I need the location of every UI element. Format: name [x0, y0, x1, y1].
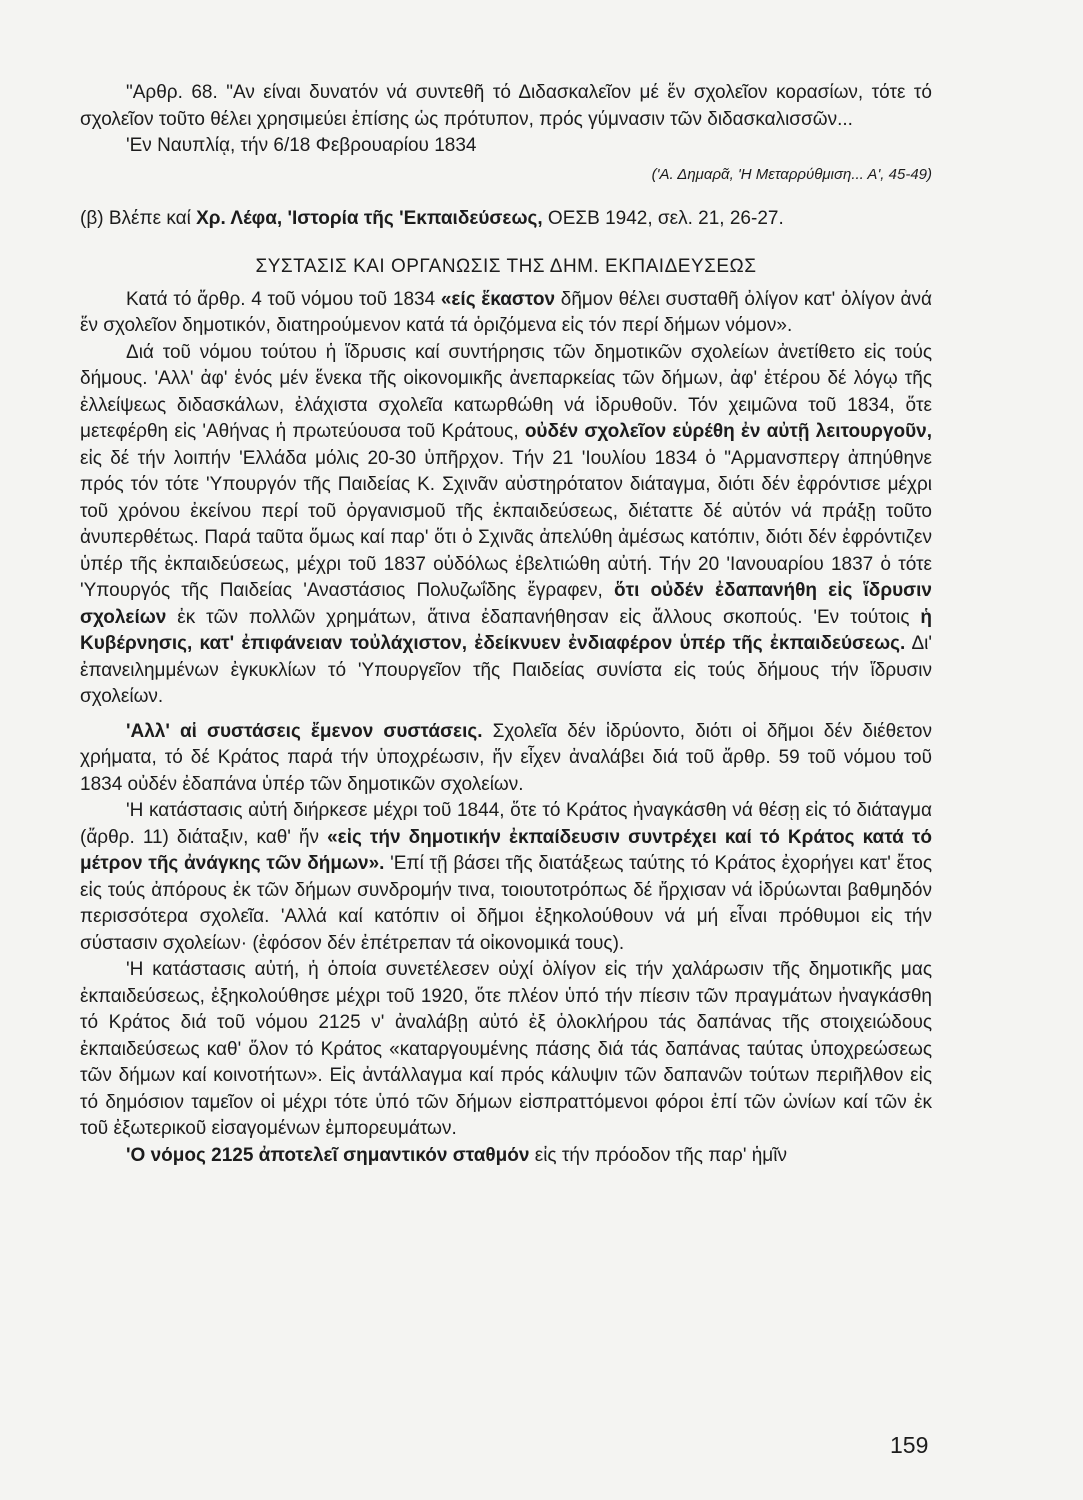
p6-bold: 'Ο νόμος 2125 ἀποτελεῖ σημαντικόν σταθμόν	[126, 1144, 530, 1166]
p4-text-b: 'Επί τῇ βάσει τῆς διατάξεως ταύτης τό Κράτος ἐχορήγει κατ' ἔτος εἰς τούς ἀπόρους ἐκ τῶν δήμων συνδρομήν τινα, τοιουτοτρόπως δέ ἤρχισαν νά ἱδρύωνται βαθμηδόν περισσότερα σχολεῖα. 'Αλλά καί κατόπιν οἱ δῆμοι ἐξηκολούθουν νά μή εἶναι πρόθυμοι εἰς τήν σύστασιν σχολείων· (ἐφόσον δέν ἐπέτρεπαν τά οἰκονομικά τους).	[80, 853, 932, 954]
paragraph-2	[80, 340, 932, 711]
citation: ('Α. Δημαρᾶ, 'Η Μεταρρύθμιση... Α', 45-49)	[651, 165, 932, 183]
reference-author-title: Χρ. Λέφα, 'Ιστορία τῆς 'Εκπαιδεύσεως,	[196, 207, 543, 229]
body-text	[80, 80, 932, 1169]
paragraph-6	[80, 1143, 932, 1170]
p2-bold-c: ἡ Κυβέρνησις, κατ' ἐπιφάνειαν τοὐλάχιστον, ἐδείκνυεν ἐνδιαφέρον ὑπέρ τῆς ἐκπαιδεύσεως.	[80, 606, 932, 654]
article-68-text: "Αρθρ. 68. "Αν είναι δυνατόν νά συντεθῆ τό Διδασκαλεῖον μέ ἕν σχολεῖον κορασίων, τότε τό σχολεῖον τοῦτο θέλει χρησιμεύει ἐπίσης ὡς πρότυπον, πρός γύμνασιν τῶν διδασκαλισσῶν...	[80, 82, 932, 130]
reference-suffix: ΟΕΣΒ 1942, σελ. 21, 26-27.	[542, 207, 784, 229]
section-heading: ΣΥΣΤΑΣΙΣ ΚΑΙ ΟΡΓΑΝΩΣΙΣ ΤΗΣ ΔΗΜ. ΕΚΠΑΙΔΕΥΣΕΩΣ	[255, 256, 757, 277]
paragraph-3	[80, 719, 932, 799]
p1-text-a: Κατά τό ἄρθρ. 4 τοῦ νόμου τοῦ 1834	[126, 288, 441, 310]
p4-bold: «εἰς τήν δημοτικήν ἐκπαίδευσιν συντρέχει καί τό Κράτος κατά τό μέτρον τῆς ἀνάγκης τῶν δήμων».	[80, 826, 932, 874]
p2-text-c: ἐκ τῶν πολλῶν χρημάτων, ἅτινα ἐδαπανήθησαν εἰς ἄλλους σκοπούς. 'Εν τούτοις	[166, 606, 921, 628]
page-number: 159	[890, 1432, 929, 1458]
p6-text: εἰς τήν πρόοδον τῆς παρ' ἡμῖν	[529, 1144, 787, 1166]
p3-text: Σχολεῖα δέν ἱδρύοντο, διότι οἱ δῆμοι δέν διέθετον χρήματα, τό δέ Κράτος παρά τήν ὑποχρέωσιν, ἥν εἶχεν ἀναλάβει διά τοῦ ἄρθρ. 59 τοῦ νόμου τοῦ 1834 οὐδέν ἐδαπάνα ὑπέρ τῶν δημοτικῶν σχολείων.	[80, 720, 932, 795]
p3-bold: 'Αλλ' αἱ συστάσεις ἔμενον συστάσεις.	[126, 720, 483, 742]
p2-text-a: Διά τοῦ νόμου τούτου ἡ ἵδρυσις καί συντήρησις τῶν δημοτικῶν σχολείων ἀνετίθετο εἰς τούς δήμους. 'Αλλ' ἀφ' ἑνός μέν ἕνεκα τῆς οἰκονομικῆς ἀνεπαρκείας τῶν δήμων, ἀφ' ἑτέρου δέ λόγῳ τῆς ἐλλείψεως διδασκάλων, ἐλάχιστα σχολεῖα κατωρθώθη νά ἱδρυθοῦν. Τόν χειμῶνα τοῦ 1834, ὅτε μετεφέρθη εἰς 'Αθήνας ἡ πρωτεύουσα τοῦ Κράτους,	[80, 341, 932, 442]
p2-text-b: εἰς δέ τήν λοιπήν 'Ελλάδα μόλις 20-30 ὑπῆρχον. Τήν 21 'Ιουλίου 1834 ὁ "Αρμανσπεργ ἀπηύθηνε πρός τόν τότε 'Υπουργόν τῆς Παιδείας Κ. Σχινᾶν αὐστηρότατον διάταγμα, διότι δέν ἐφρόντισε μέχρι τοῦ χρόνου ἐκείνου περί τοῦ ὀργανισμοῦ τῆς ἐκπαιδεύσεως, διέταττε δέ αὐτόν νά πράξῃ τοῦτο ἀνυπερθέτως. Παρά ταῦτα ὅμως καί παρ' ὅτι ὁ Σχινᾶς ἀπελύθη ἀμέσως κατόπιν, διότι δέν ἐφρόντιζεν ὑπέρ τῆς ἐκπαιδεύσεως, μέχρι τοῦ 1837 οὐδόλως ἐβελτιώθη αὐτή. Τήν 20 'Ιανουαρίου 1837 ὁ τότε 'Υπουργός τῆς Παιδείας 'Αναστάσιος Πολυζωΐδης ἔγραφεν,	[80, 447, 932, 601]
reference-prefix: (β) Βλέπε καί	[80, 207, 197, 229]
p1-text-b: δῆμον θέλει συσταθῆ ὀλίγον κατ' ὀλίγον ἀνά ἕν σχολεῖον δημοτικόν, διατηρούμενον κατά τά ὁριζόμενα εἰς τόν περί δήμων νόμον».	[80, 288, 932, 336]
p1-bold: «είς ἕκαστον	[440, 288, 556, 310]
paragraph-1	[80, 287, 932, 340]
paragraph-5: 'Η κατάστασις αὐτή, ἡ ὁποία συνετέλεσεν οὐχί ὀλίγον εἰς τήν χαλάρωσιν τῆς δημοτικῆς μας ἐκπαιδεύσεως, ἐξηκολούθησε μέχρι τοῦ 1920, ὅτε πλέον ὑπό τήν πίεσιν τῶν πραγμάτων ἠναγκάσθη τό Κράτος διά τοῦ νόμου 2125 ν' ἀναλάβῃ αὐτό ἐξ ὁλοκλήρου τάς δαπάνας τῆς στοιχειώδους ἐκπαιδεύσεως καθ' ὅλον τό Κράτος «καταργουμένης πάσης διά τάς δαπάνας ταύτας ὑποχρεώσεως τῶν δήμων καί κοινοτήτων». Εἰς ἀντάλλαγμα καί πρός κάλυψιν τῶν δαπανῶν τούτων περιῆλθον εἰς τό δημόσιον ταμεῖον οἱ μέχρι τότε ὑπό τῶν δήμων εἰσπραττόμενοι φόροι ἐπί τῶν ὠνίων καί τῶν ἐκ τοῦ ἐξωτερικοῦ εἰσαγομένων ἐμπορευμάτων.	[80, 959, 932, 1139]
reference-note	[80, 206, 932, 233]
p4-text-a: 'Η κατάστασις αὐτή διήρκεσε μέχρι τοῦ 1844, ὅτε τό Κράτος ἠναγκάσθη νά θέσῃ εἰς τό διάταγμα (ἄρθρ. 11) διάταξιν, καθ' ἥν	[80, 800, 932, 848]
p2-bold-a: οὐδέν σχολεῖον εὑρέθη ἐν αὐτῇ λειτουργοῦν,	[524, 421, 933, 442]
paragraph-4	[80, 798, 932, 957]
place-date-line: 'Εν Ναυπλίᾳ, τήν 6/18 Φεβρουαρίου 1834	[126, 135, 477, 156]
p2-bold-b: ὅτι οὐδέν ἐδαπανήθη εἰς ἵδρυσιν σχολείων	[80, 580, 932, 628]
p2-text-d: Δι' ἐπανειλημμένων ἐγκυκλίων τό 'Υπουργεῖον τῆς Παιδείας συνίστα εἰς τούς δήμους τήν ἵδρυσιν σχολείων.	[80, 633, 932, 707]
